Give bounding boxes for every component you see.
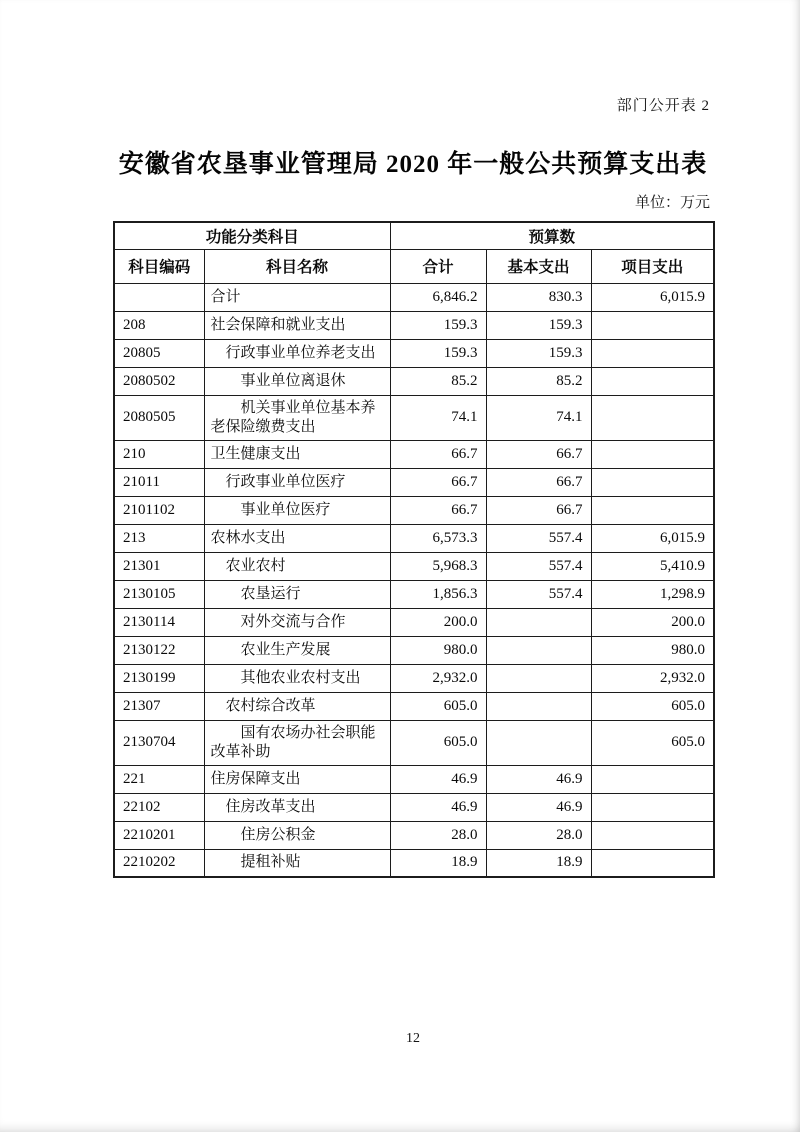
cell-project-expenditure: 980.0 <box>591 636 714 664</box>
cell-total: 74.1 <box>390 395 486 440</box>
cell-project-expenditure <box>591 311 714 339</box>
cell-basic-expenditure: 557.4 <box>486 524 591 552</box>
cell-project-expenditure: 605.0 <box>591 720 714 765</box>
cell-basic-expenditure: 28.0 <box>486 821 591 849</box>
cell-subject-name: 行政事业单位医疗 <box>204 468 390 496</box>
cell-basic-expenditure <box>486 692 591 720</box>
table-row <box>114 765 714 793</box>
cell-subject-name: 事业单位医疗 <box>204 496 390 524</box>
table-header <box>114 222 714 283</box>
cell-total: 66.7 <box>390 496 486 524</box>
cell-subject-code: 2080502 <box>114 367 204 395</box>
cell-basic-expenditure <box>486 664 591 692</box>
cell-basic-expenditure <box>486 636 591 664</box>
cell-project-expenditure <box>591 793 714 821</box>
table-row <box>114 468 714 496</box>
cell-project-expenditure: 5,410.9 <box>591 552 714 580</box>
header-group-row <box>114 222 714 249</box>
cell-subject-code: 2210202 <box>114 849 204 877</box>
cell-total: 28.0 <box>390 821 486 849</box>
cell-total: 66.7 <box>390 440 486 468</box>
header-total: 合计 <box>390 249 486 283</box>
cell-subject-code: 2101102 <box>114 496 204 524</box>
page-title: 安徽省农垦事业管理局 2020 年一般公共预算支出表 <box>118 151 708 178</box>
table-row <box>114 395 714 440</box>
table-row <box>114 849 714 877</box>
table-row <box>114 821 714 849</box>
cell-subject-code: 20805 <box>114 339 204 367</box>
cell-basic-expenditure: 557.4 <box>486 552 591 580</box>
cell-project-expenditure <box>591 468 714 496</box>
header-budget-figures: 预算数 <box>390 222 714 249</box>
cell-project-expenditure <box>591 496 714 524</box>
cell-subject-code: 2080505 <box>114 395 204 440</box>
cell-project-expenditure: 6,015.9 <box>591 524 714 552</box>
cell-subject-code: 208 <box>114 311 204 339</box>
cell-project-expenditure <box>591 765 714 793</box>
header-subject-code: 科目编码 <box>114 249 204 283</box>
cell-total: 980.0 <box>390 636 486 664</box>
cell-basic-expenditure: 159.3 <box>486 311 591 339</box>
cell-project-expenditure: 1,298.9 <box>591 580 714 608</box>
cell-basic-expenditure: 46.9 <box>486 793 591 821</box>
table-row <box>114 720 714 765</box>
table-row <box>114 283 714 311</box>
corner-label: 部门公开表 2 <box>616 98 710 114</box>
cell-project-expenditure: 6,015.9 <box>591 283 714 311</box>
cell-subject-name: 事业单位离退休 <box>204 367 390 395</box>
cell-basic-expenditure <box>486 608 591 636</box>
cell-project-expenditure: 2,932.0 <box>591 664 714 692</box>
table-row <box>114 339 714 367</box>
table-row <box>114 636 714 664</box>
table-row <box>114 664 714 692</box>
cell-subject-name: 行政事业单位养老支出 <box>204 339 390 367</box>
table-row <box>114 580 714 608</box>
table-row <box>114 311 714 339</box>
cell-project-expenditure <box>591 367 714 395</box>
cell-total: 605.0 <box>390 692 486 720</box>
cell-subject-name: 合计 <box>204 283 390 311</box>
cell-total: 18.9 <box>390 849 486 877</box>
cell-subject-code: 2130704 <box>114 720 204 765</box>
table-body <box>114 283 714 877</box>
cell-basic-expenditure: 46.9 <box>486 765 591 793</box>
cell-project-expenditure <box>591 339 714 367</box>
cell-subject-name: 农垦运行 <box>204 580 390 608</box>
cell-subject-code <box>114 283 204 311</box>
cell-basic-expenditure: 85.2 <box>486 367 591 395</box>
table-row <box>114 496 714 524</box>
cell-total: 159.3 <box>390 339 486 367</box>
table-row <box>114 440 714 468</box>
table-row <box>114 692 714 720</box>
cell-subject-name: 住房改革支出 <box>204 793 390 821</box>
cell-subject-code: 2210201 <box>114 821 204 849</box>
cell-total: 5,968.3 <box>390 552 486 580</box>
cell-basic-expenditure: 830.3 <box>486 283 591 311</box>
cell-subject-name: 农村综合改革 <box>204 692 390 720</box>
cell-subject-name: 提租补贴 <box>204 849 390 877</box>
cell-subject-name: 住房公积金 <box>204 821 390 849</box>
cell-total: 66.7 <box>390 468 486 496</box>
cell-subject-name: 机关事业单位基本养老保险缴费支出 <box>204 395 390 440</box>
cell-subject-code: 21307 <box>114 692 204 720</box>
header-subject-name: 科目名称 <box>204 249 390 283</box>
cell-basic-expenditure: 66.7 <box>486 496 591 524</box>
header-basic-expenditure: 基本支出 <box>486 249 591 283</box>
unit-label: 单位：万元 <box>634 195 710 211</box>
table-row <box>114 608 714 636</box>
cell-project-expenditure <box>591 440 714 468</box>
cell-total: 46.9 <box>390 765 486 793</box>
cell-basic-expenditure: 66.7 <box>486 468 591 496</box>
cell-subject-code: 210 <box>114 440 204 468</box>
table-row <box>114 524 714 552</box>
cell-subject-code: 21301 <box>114 552 204 580</box>
cell-basic-expenditure: 74.1 <box>486 395 591 440</box>
cell-total: 46.9 <box>390 793 486 821</box>
cell-total: 605.0 <box>390 720 486 765</box>
cell-subject-code: 221 <box>114 765 204 793</box>
header-columns-row <box>114 249 714 283</box>
cell-subject-name: 其他农业农村支出 <box>204 664 390 692</box>
cell-basic-expenditure <box>486 720 591 765</box>
header-functional-category: 功能分类科目 <box>114 222 390 249</box>
cell-subject-name: 农业生产发展 <box>204 636 390 664</box>
cell-subject-code: 213 <box>114 524 204 552</box>
cell-project-expenditure <box>591 395 714 440</box>
cell-total: 159.3 <box>390 311 486 339</box>
page-number: 12 <box>406 1031 420 1046</box>
cell-subject-name: 社会保障和就业支出 <box>204 311 390 339</box>
cell-total: 6,573.3 <box>390 524 486 552</box>
cell-subject-code: 21011 <box>114 468 204 496</box>
header-project-expenditure: 项目支出 <box>591 249 714 283</box>
cell-project-expenditure: 200.0 <box>591 608 714 636</box>
cell-project-expenditure <box>591 849 714 877</box>
cell-basic-expenditure: 66.7 <box>486 440 591 468</box>
cell-subject-code: 2130114 <box>114 608 204 636</box>
cell-total: 85.2 <box>390 367 486 395</box>
cell-subject-code: 2130122 <box>114 636 204 664</box>
cell-total: 6,846.2 <box>390 283 486 311</box>
cell-total: 200.0 <box>390 608 486 636</box>
table-row <box>114 367 714 395</box>
cell-subject-name: 国有农场办社会职能改革补助 <box>204 720 390 765</box>
table-row <box>114 793 714 821</box>
cell-subject-name: 农业农村 <box>204 552 390 580</box>
budget-table <box>113 221 715 878</box>
cell-basic-expenditure: 557.4 <box>486 580 591 608</box>
cell-total: 2,932.0 <box>390 664 486 692</box>
table-row <box>114 552 714 580</box>
cell-subject-name: 卫生健康支出 <box>204 440 390 468</box>
cell-project-expenditure: 605.0 <box>591 692 714 720</box>
cell-basic-expenditure: 159.3 <box>486 339 591 367</box>
cell-basic-expenditure: 18.9 <box>486 849 591 877</box>
cell-subject-name: 住房保障支出 <box>204 765 390 793</box>
cell-total: 1,856.3 <box>390 580 486 608</box>
cell-subject-name: 农林水支出 <box>204 524 390 552</box>
cell-subject-code: 2130199 <box>114 664 204 692</box>
cell-subject-name: 对外交流与合作 <box>204 608 390 636</box>
cell-subject-code: 22102 <box>114 793 204 821</box>
cell-project-expenditure <box>591 821 714 849</box>
cell-subject-code: 2130105 <box>114 580 204 608</box>
